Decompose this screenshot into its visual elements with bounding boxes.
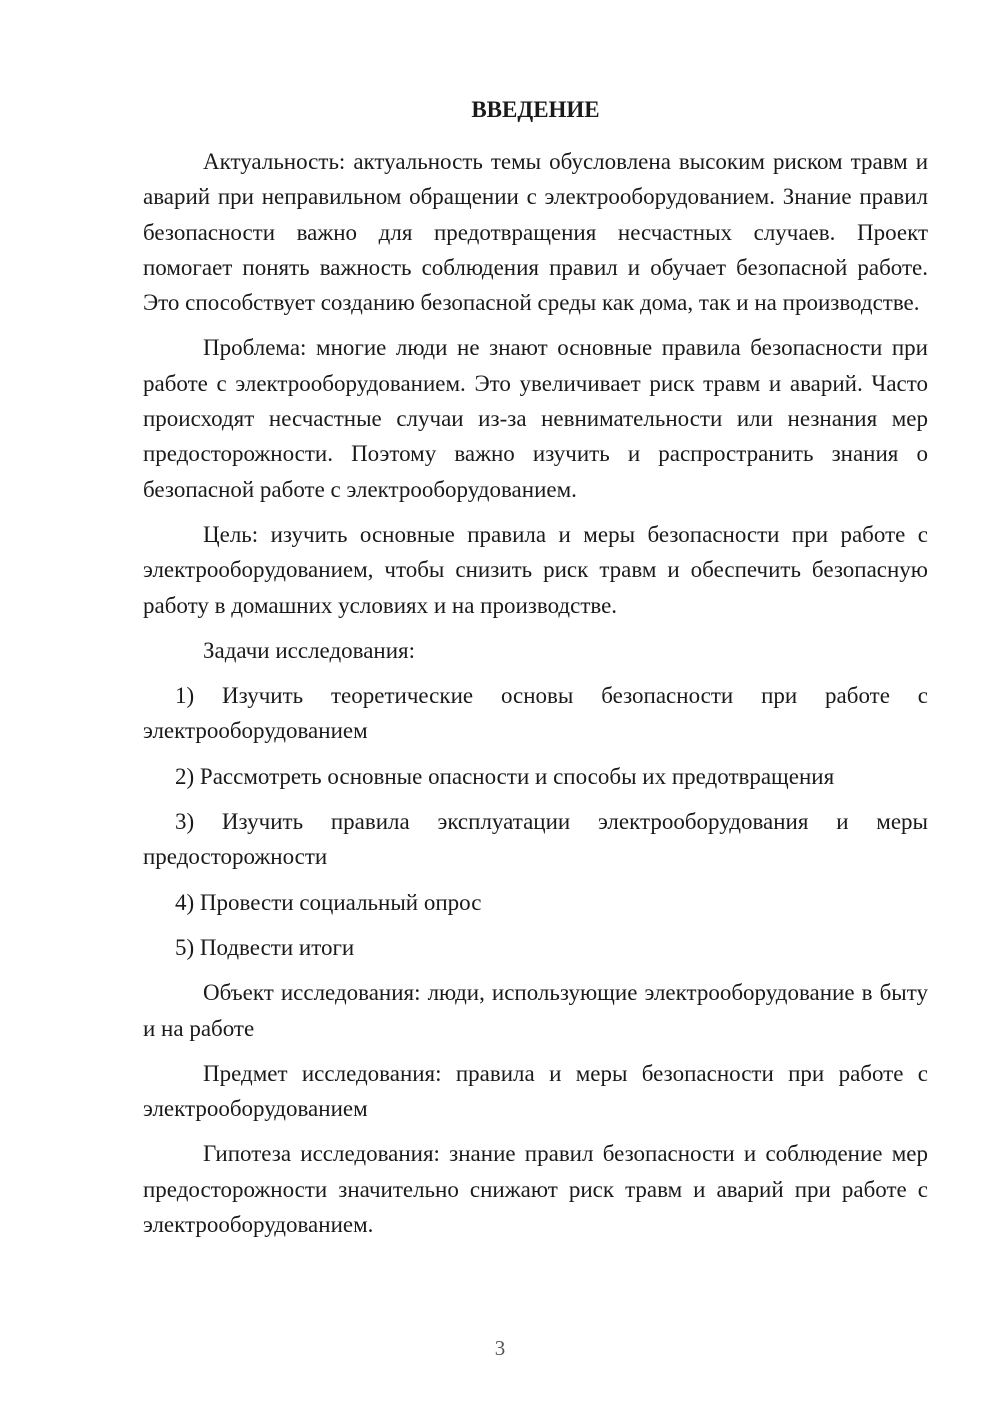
task-item: 3) Изучить правила эксплуатации электрооборудования и меры предосторожности [143, 809, 928, 870]
object-paragraph: Объект исследования: люди, использующие электрооборудование в быту и на работе [143, 980, 928, 1041]
task-item: 5) Подвести итоги [175, 934, 355, 960]
tasks-heading: Задачи исследования: [203, 637, 416, 663]
hypothesis-paragraph: Гипотеза исследования: знание правил безопасности и соблюдение мер предосторожности значительно снижают риск травм и аварий при работе с электрооборудованием. [143, 1141, 928, 1238]
task-item: 4) Провести социальный опрос [175, 889, 482, 915]
task-item: 1) Изучить теоретические основы безопасности при работе с электрооборудованием [143, 683, 928, 744]
goal-paragraph: Цель: изучить основные правила и меры безопасности при работе с электрооборудованием, чтобы снизить риск травм и обеспечить безопасную работу в домашних условиях и на производстве. [143, 521, 928, 618]
document-page [143, 92, 928, 1252]
page-number: 3 [494, 1336, 506, 1360]
problem-paragraph: Проблема: многие люди не знают основные правила безопасности при работе с электрооборудованием. Это увеличивает риск травм и аварий. Часто происходят несчастные случаи из-за невнимательности или незнания мер предосторожности. Поэтому важно изучить и распространить знания о безопасной работе с электрооборудованием. [143, 335, 928, 502]
task-item: 2) Рассмотреть основные опасности и способы их предотвращения [175, 763, 835, 789]
relevance-paragraph: Актуальность: актуальность темы обусловлена высоким риском травм и аварий при неправильном обращении с электрооборудованием. Знание правил безопасности важно для предотвращения несчастных случаев. Проект помогает понять важность соблюдения правил и обучает безопасной работе. Это способствует созданию безопасной среды как дома, так и на производстве. [143, 149, 928, 316]
subject-paragraph: Предмет исследования: правила и меры безопасности при работе с электрооборудованием [143, 1060, 928, 1122]
section-heading: ВВЕДЕНИЕ [471, 97, 600, 122]
